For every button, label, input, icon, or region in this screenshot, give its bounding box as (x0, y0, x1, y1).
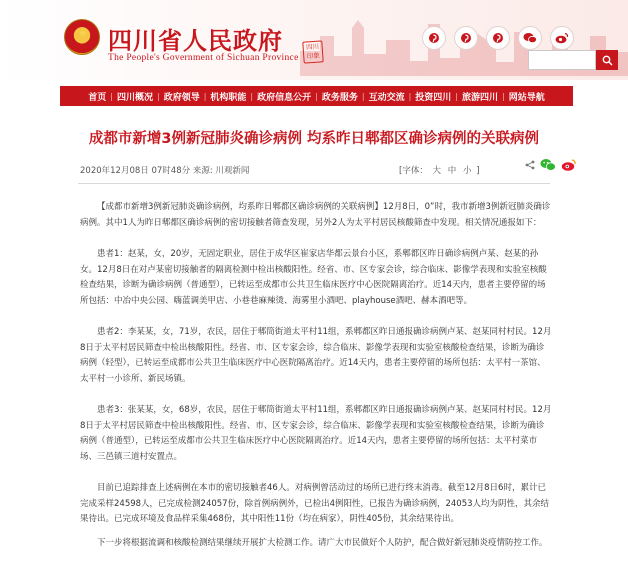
font-size-end: ] (476, 166, 480, 176)
article-paragraph: 患者2：李某某，女，71岁，农民，居住于郫筒街道太平村11组，系郫都区昨日通报确诊病例卢某、赵某同村村民。12月8日于太平村居民筛查中检出核酸阳性。经省、市、区专家会诊，综合临床、影像学表现和实验室核酸检查结果，诊断为确诊病例（轻型），已转运至成都市公共卫生临床医疗中心医院隔离治疗。近14天内，患者主要停留的场所包括：太平村一茶馆、太平村一小诊所、新民场镇。 (80, 327, 552, 384)
site-header (0, 0, 628, 80)
nav-invest-sichuan[interactable]: 投资四川 (415, 92, 452, 103)
share-buttons (525, 158, 577, 172)
nav-home[interactable]: 首页 (88, 92, 107, 103)
font-large-button[interactable]: 大 (432, 166, 442, 176)
wechat-share-icon[interactable] (540, 158, 556, 172)
main-nav: 首页 | 四川概况 | 政府领导 | 机构职能 | 政府信息公开 | 政务服务 | 互动交流 | 投资四川 | 旅游四川 | 网站导航 (60, 86, 573, 106)
font-medium-button[interactable]: 中 (447, 166, 457, 176)
search-icon (602, 55, 613, 66)
sichuan-impression-seal: 四川 印象 (302, 40, 323, 63)
national-emblem-icon (64, 19, 100, 55)
search-button[interactable] (596, 50, 618, 70)
font-size-label: [字体： (399, 166, 428, 176)
pinterest-icon[interactable] (486, 26, 510, 50)
article-date: 2020年12月08日 07时48分 (80, 166, 191, 176)
font-size-control (399, 164, 480, 176)
nav-sichuan-overview[interactable]: 四川概况 (116, 92, 153, 103)
article-paragraph: 【成都市新增3例新冠肺炎确诊病例，均系昨日郫都区确诊病例的关联病例】12月8日，0”时，我市新增3例新冠肺炎确诊病例。其中1人为昨日郫都区确诊病例的密切接触者筛查发现，另外2人为太平村居民核酸筛查中发现。相关情况通报如下： (80, 202, 551, 228)
nav-travel-sichuan[interactable]: 旅游四川 (462, 92, 499, 103)
article-title: 成都市新增3例新冠肺炎确诊病例 均系昨日郫都区确诊病例的关联病例 (88, 131, 540, 147)
weibo-icon[interactable] (550, 26, 574, 50)
social-links (422, 26, 574, 50)
search-input[interactable] (528, 50, 596, 70)
article-paragraph: 目前已追踪排查上述病例在本市的密切接触者46人。对病例曾活动过的场所已进行终末消毒。截至12月8日6时，累计已完成采样24598人，已完成检测24057份，除首例病例外，已检出4例阳性，已报告为确诊病例，24053人均为阴性，其余结果待出。已完成环境及食品样采集468份，其中阳性11份（均在病家），阴性405份，其余结果待出。 (80, 483, 550, 524)
pinterest-icon[interactable] (454, 26, 478, 50)
site-title[interactable]: 四川省人民政府 (108, 26, 283, 55)
nav-government-leaders[interactable]: 政府领导 (163, 92, 200, 103)
weibo-share-icon[interactable] (561, 158, 577, 172)
nav-information-disclosure[interactable]: 政府信息公开 (257, 92, 312, 103)
article-paragraph: 下一步将根据流调和核酸检测结果继续开展扩大检测工作。请广大市民做好个人防护，配合做好新冠肺炎疫情防控工作。 (97, 537, 548, 548)
site-subtitle: The People's Government of Sichuan Province (108, 53, 299, 63)
nav-site-map[interactable]: 网站导航 (508, 92, 545, 103)
article-meta (80, 164, 249, 176)
pinterest-icon[interactable] (422, 26, 446, 50)
article-source: 来源: 川观新闻 (192, 166, 250, 176)
nav-interaction[interactable]: 互动交流 (368, 92, 405, 103)
article-paragraph: 患者3：张某某，女，68岁，农民，居住于郫筒街道太平村11组，系郫都区昨日通报确诊病例卢某、赵某同村村民。12月8日于太平村居民筛查中检出核酸阳性。经省、市、区专家会诊，综合临床、影像学表现和实验室核酸检查结果，诊断为确诊病例（普通型），已转运至成都市公共卫生临床医疗中心医院隔离治疗。近14天内，患者主要停留的场所包括：太平村菜市场、三邑镇三道村安置点。 (80, 405, 552, 462)
article-paragraph: 患者1：赵某，女，20岁，无固定职业，居住于成华区崔家店华都云景台小区，系郫都区昨日确诊病例卢某、赵某的孙女。12月8日在对卢某密切接触者的隔离检测中检出核酸阳性。经省、市、区专家会诊，综合临床、影像学表现和实验室核酸检查结果，诊断为确诊病例（普通型），已转运至成都市公共卫生临床医疗中心医院隔离治疗。近14天内，患者主要停留的场所包括：中冶中央公园、嗨蓝调美甲店、小巷巷麻辣烫、海雾里小酒吧、playhouse酒吧、赫本酒吧等。 (80, 249, 547, 306)
meta-divider (78, 183, 550, 184)
share-icon[interactable] (525, 160, 535, 170)
article-body (80, 200, 552, 567)
nav-government-services[interactable]: 政务服务 (321, 92, 358, 103)
wechat-icon[interactable] (518, 26, 542, 50)
font-small-button[interactable]: 小 (462, 166, 472, 176)
nav-agency-functions[interactable]: 机构职能 (210, 92, 247, 103)
